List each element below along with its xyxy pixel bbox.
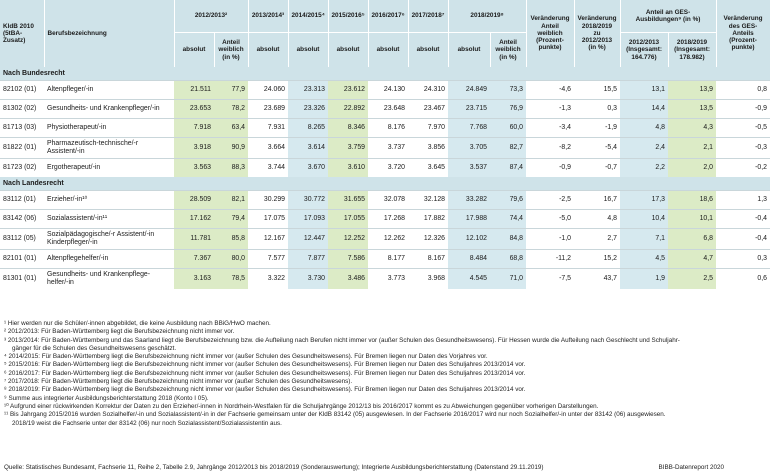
- footnotes: [4, 320, 726, 428]
- value-cell: -0,3: [716, 138, 770, 159]
- value-cell: 1,9: [620, 269, 668, 290]
- value-cell: 8.484: [448, 250, 490, 269]
- value-cell: -0,9: [716, 100, 770, 119]
- value-cell: 17.055: [328, 210, 368, 229]
- value-cell: 4,3: [668, 119, 716, 138]
- value-cell: 0,8: [716, 81, 770, 100]
- year-header: 2013/2014³: [248, 0, 288, 33]
- value-cell: 2,2: [620, 159, 668, 178]
- occupation-name: Erzieher/-in¹⁰: [44, 191, 174, 210]
- kldb-code: 81723 (02): [0, 159, 44, 178]
- section-title: Nach Bundesrecht: [0, 67, 770, 81]
- footnote: ³ 2013/2014: Für Baden-Württemberg und das Saarland liegt die Berufsbezeichnung bzw. die Aufteilung nach Berufen nicht immer vor (außer Schulen des Gesundheitswesens). Für Hessen wurde die Aufteilung nach Geschlecht und Schuljahr-: [4, 336, 680, 344]
- value-cell: 33.282: [448, 191, 490, 210]
- kldb-header: KldB 2010 (5tBA-Zusatz): [0, 0, 44, 67]
- occupation-name: Altenpflegehelfer/-in: [44, 250, 174, 269]
- table-row: [0, 229, 770, 250]
- table-body: [0, 67, 770, 289]
- value-cell: 24.849: [448, 81, 490, 100]
- value-cell: -0,4: [716, 210, 770, 229]
- value-cell: 32.128: [408, 191, 448, 210]
- value-cell: 10,1: [668, 210, 716, 229]
- value-cell: 12.102: [448, 229, 490, 250]
- value-cell: 10,4: [620, 210, 668, 229]
- value-cell: 3.670: [288, 159, 328, 178]
- value-cell: 0,3: [574, 100, 620, 119]
- absolut-header: absolut: [448, 33, 490, 68]
- table-row: [0, 119, 770, 138]
- value-cell: 12.326: [408, 229, 448, 250]
- value-cell: 3.610: [328, 159, 368, 178]
- occupation-name: Gesundheits- und Krankenpfleger/-in: [44, 100, 174, 119]
- value-cell: -4,6: [526, 81, 574, 100]
- value-cell: 2,1: [668, 138, 716, 159]
- absolut-header: absolut: [248, 33, 288, 68]
- value-cell: 3.744: [248, 159, 288, 178]
- value-cell: 3.737: [368, 138, 408, 159]
- kldb-code: 83112 (05): [0, 229, 44, 250]
- value-cell: -0,5: [716, 119, 770, 138]
- table-row: [0, 81, 770, 100]
- value-cell: 7.586: [328, 250, 368, 269]
- beruf-header: Berufsbezeichnung: [44, 0, 174, 67]
- value-cell: -3,4: [526, 119, 574, 138]
- value-cell: 3.968: [408, 269, 448, 290]
- value-cell: 60,0: [490, 119, 526, 138]
- value-cell: 1,3: [716, 191, 770, 210]
- value-cell: 3.163: [174, 269, 214, 290]
- value-cell: -2,5: [526, 191, 574, 210]
- value-cell: 17.162: [174, 210, 214, 229]
- ges-change-header: Veränderung des GES-Anteils (Prozent-punkte): [716, 0, 770, 67]
- value-cell: 3.486: [328, 269, 368, 290]
- value-cell: 21.511: [174, 81, 214, 100]
- footnote: ⁵ 2015/2016: Für Baden-Württemberg liegt die Berufsbezeichnung nicht immer vor (außer Schulen des Gesundheitswesens). Für Bremen liegen nur Daten des Schuljahres 2013/2014 vor.: [4, 361, 526, 369]
- value-cell: 7.367: [174, 250, 214, 269]
- table-row: [0, 269, 770, 290]
- value-cell: 14,4: [620, 100, 668, 119]
- value-cell: 23.653: [174, 100, 214, 119]
- footnote: ⁴ 2014/2015: Für Baden-Württemberg liegt die Berufsbezeichnung nicht immer vor (außer Schulen des Gesundheitswesens). Für Bremen liegen nur Daten des Vorjahres vor.: [4, 353, 488, 361]
- ges-1819-header: 2018/2019 (Insgesamt: 178.982): [668, 33, 716, 68]
- absolut-header: absolut: [328, 33, 368, 68]
- value-cell: 30.299: [248, 191, 288, 210]
- value-cell: 23.612: [328, 81, 368, 100]
- value-cell: 30.772: [288, 191, 328, 210]
- value-cell: 17,3: [620, 191, 668, 210]
- ges-1213-header: 2012/2013 (Insgesamt: 164.776): [620, 33, 668, 68]
- value-cell: 8.265: [288, 119, 328, 138]
- anteil-weiblich-header: Anteil weiblich (in %): [214, 33, 248, 68]
- kldb-code: 83112 (01): [0, 191, 44, 210]
- value-cell: 3.563: [174, 159, 214, 178]
- value-cell: 4,7: [668, 250, 716, 269]
- value-cell: 15,5: [574, 81, 620, 100]
- value-cell: 23.689: [248, 100, 288, 119]
- value-cell: 17.268: [368, 210, 408, 229]
- occupation-name: Gesundheits- und Krankenpflege-helfer/-in: [44, 269, 174, 290]
- value-cell: -5,0: [526, 210, 574, 229]
- value-cell: 32.078: [368, 191, 408, 210]
- year-header: 2016/2017⁶: [368, 0, 408, 33]
- table-row: [0, 210, 770, 229]
- value-cell: -7,5: [526, 269, 574, 290]
- value-cell: 4.545: [448, 269, 490, 290]
- value-cell: 8.346: [328, 119, 368, 138]
- occupation-name: Ergotherapeut/-in: [44, 159, 174, 178]
- value-cell: -1,9: [574, 119, 620, 138]
- absolut-header: absolut: [368, 33, 408, 68]
- value-cell: 76,9: [490, 100, 526, 119]
- footnote: ⁷ 2017/2018: Für Baden-Württemberg liegt die Berufsbezeichnung nicht immer vor (außer Schulen des Gesundheitswesens).: [4, 378, 353, 386]
- value-cell: 4,5: [620, 250, 668, 269]
- kldb-code: 81713 (03): [0, 119, 44, 138]
- occupation-name: Sozialassistent/-in¹¹: [44, 210, 174, 229]
- value-cell: 7.931: [248, 119, 288, 138]
- value-cell: 71,0: [490, 269, 526, 290]
- value-cell: 87,4: [490, 159, 526, 178]
- kldb-code: 81302 (02): [0, 100, 44, 119]
- value-cell: 7,1: [620, 229, 668, 250]
- value-cell: 79,6: [490, 191, 526, 210]
- occupation-name: Altenpfleger/-in: [44, 81, 174, 100]
- value-cell: -0,2: [716, 159, 770, 178]
- value-cell: -8,2: [526, 138, 574, 159]
- value-cell: 7.577: [248, 250, 288, 269]
- value-cell: 2,5: [668, 269, 716, 290]
- value-cell: 82,7: [490, 138, 526, 159]
- source-note: Quelle: Statistisches Bundesamt, Fachserie 11, Reihe 2, Tabelle 2.9, Jahrgänge 2012/2013 bis 2018/2019 (Sonderauswertung); Integrierte Ausbildungsberichterstattung (Datenstand 29.11.2019): [4, 464, 544, 471]
- value-cell: 74,4: [490, 210, 526, 229]
- year-header: 2015/2016⁵: [328, 0, 368, 33]
- value-cell: 2,4: [620, 138, 668, 159]
- occupation-name: Physiotherapeut/-in: [44, 119, 174, 138]
- value-cell: 12.167: [248, 229, 288, 250]
- value-cell: 13,9: [668, 81, 716, 100]
- footnote: ¹ Hier werden nur die Schüler/-innen abgebildet, die keine Ausbildung nach BBiG/HwO machen.: [4, 320, 271, 327]
- value-cell: 3.645: [408, 159, 448, 178]
- absolut-header: absolut: [408, 33, 448, 68]
- value-cell: 79,4: [214, 210, 248, 229]
- value-cell: 3.537: [448, 159, 490, 178]
- value-cell: 7.970: [408, 119, 448, 138]
- value-cell: 24.130: [368, 81, 408, 100]
- occupation-name: Pharmazeutisch-technische/-r Assistent/-in: [44, 138, 174, 159]
- value-cell: 4,8: [574, 210, 620, 229]
- ges-share-header: Anteil an GES-Ausbildungen⁹ (in %): [620, 0, 716, 33]
- kldb-code: 83142 (06): [0, 210, 44, 229]
- value-cell: -0,9: [526, 159, 574, 178]
- value-cell: 3.705: [448, 138, 490, 159]
- value-cell: 13,5: [668, 100, 716, 119]
- footnote: gänger für die Schulen des Gesundheitswesens geschätzt.: [12, 344, 177, 352]
- value-cell: -5,4: [574, 138, 620, 159]
- value-cell: 15,2: [574, 250, 620, 269]
- value-cell: 73,3: [490, 81, 526, 100]
- absolut-header: absolut: [174, 33, 214, 68]
- kldb-code: 81301 (01): [0, 269, 44, 290]
- value-cell: 3.773: [368, 269, 408, 290]
- value-cell: 17.093: [288, 210, 328, 229]
- value-cell: 8.167: [408, 250, 448, 269]
- value-cell: 2,7: [574, 229, 620, 250]
- year-header: 2018/2019⁸: [448, 0, 526, 33]
- value-cell: 17.882: [408, 210, 448, 229]
- section-title: Nach Landesrecht: [0, 177, 770, 191]
- value-cell: 68,8: [490, 250, 526, 269]
- value-cell: 24.310: [408, 81, 448, 100]
- footnote: ⁹ Summe aus integrierter Ausbildungsberichterstattung 2018 (Konto I 05).: [4, 394, 209, 402]
- value-cell: 3.730: [288, 269, 328, 290]
- table-row: [0, 138, 770, 159]
- section-header: [0, 67, 770, 81]
- value-cell: 3.664: [248, 138, 288, 159]
- footnote: ¹⁰ Aufgrund einer rückwirkenden Korrektur der Daten zu den Erzieher/-innen in Nordrhein-Westfalen für die Schuljahrgänge 2012/13 bis 2016/2017 kommt es zu Abweichungen gegenüber vorherigen Darstellungen.: [4, 402, 599, 410]
- value-cell: 3.614: [288, 138, 328, 159]
- value-cell: 43,7: [574, 269, 620, 290]
- value-cell: 85,8: [214, 229, 248, 250]
- absolut-header: absolut: [288, 33, 328, 68]
- year-header: 2017/2018⁷: [408, 0, 448, 33]
- footnote: ⁸ 2018/2019: Für Baden-Württemberg liegt die Berufsbezeichnung nicht immer vor (außer Schulen des Gesundheitswesens). Für Bremen liegen nur Daten des Schuljahres 2013/2014 vor.: [4, 386, 526, 394]
- value-cell: 7.877: [288, 250, 328, 269]
- year-header: 2014/2015⁴: [288, 0, 328, 33]
- value-cell: 78,5: [214, 269, 248, 290]
- value-cell: 3.759: [328, 138, 368, 159]
- value-cell: 90,9: [214, 138, 248, 159]
- value-cell: 80,0: [214, 250, 248, 269]
- table-row: [0, 100, 770, 119]
- value-cell: 84,8: [490, 229, 526, 250]
- value-cell: 3.720: [368, 159, 408, 178]
- year-header: 2012/2013²: [174, 0, 248, 33]
- value-cell: 17.075: [248, 210, 288, 229]
- table-row: [0, 159, 770, 178]
- value-cell: 8.176: [368, 119, 408, 138]
- value-cell: 7.918: [174, 119, 214, 138]
- value-cell: 28.509: [174, 191, 214, 210]
- value-cell: 4,8: [620, 119, 668, 138]
- value-cell: 13,1: [620, 81, 668, 100]
- footnote: ² 2012/2013: Für Baden-Württemberg liegt die Berufsbezeichnung nicht immer vor.: [4, 328, 235, 336]
- kldb-code: 81822 (01): [0, 138, 44, 159]
- value-cell: 23.467: [408, 100, 448, 119]
- value-cell: 82,1: [214, 191, 248, 210]
- kldb-code: 82101 (01): [0, 250, 44, 269]
- value-cell: 22.892: [328, 100, 368, 119]
- value-cell: 16,7: [574, 191, 620, 210]
- value-cell: 31.655: [328, 191, 368, 210]
- report-credit: BIBB-Datenreport 2020: [658, 464, 724, 471]
- value-cell: 3.322: [248, 269, 288, 290]
- value-cell: 63,4: [214, 119, 248, 138]
- value-cell: 12.262: [368, 229, 408, 250]
- footnote: ¹¹ Bis Jahrgang 2015/2016 wurden Sozialhelfer/-in und Sozialassistent/-in in der Fachserie gemeinsam unter der KldB 83142 (05) ausgewiesen. In der Fachserie 2016/2017 wird nur noch Sozialhelfer/-in unter der 83142 (06) ausgewiesen.: [4, 411, 666, 419]
- value-cell: 12.447: [288, 229, 328, 250]
- value-cell: -0,7: [574, 159, 620, 178]
- value-cell: 7.768: [448, 119, 490, 138]
- value-cell: -1,3: [526, 100, 574, 119]
- value-cell: 78,2: [214, 100, 248, 119]
- value-cell: 8.177: [368, 250, 408, 269]
- footnote: ⁶ 2016/2017: Für Baden-Württemberg liegt die Berufsbezeichnung nicht immer vor (außer Schulen des Gesundheitswesens). Für Bremen liegen nur Daten des Schuljahres 2013/2014 vor.: [4, 369, 526, 377]
- occupation-name: Sozialpädagogische/-r Assistent/-in Kinderpfleger/-in: [44, 229, 174, 250]
- table-row: [0, 191, 770, 210]
- value-cell: -0,4: [716, 229, 770, 250]
- kldb-code: 82102 (01): [0, 81, 44, 100]
- value-cell: 23.715: [448, 100, 490, 119]
- value-cell: 12.252: [328, 229, 368, 250]
- table-row: [0, 250, 770, 269]
- value-cell: 18,6: [668, 191, 716, 210]
- value-cell: 11.781: [174, 229, 214, 250]
- value-cell: 23.326: [288, 100, 328, 119]
- value-cell: 77,9: [214, 81, 248, 100]
- value-cell: 6,8: [668, 229, 716, 250]
- value-cell: 23.313: [288, 81, 328, 100]
- value-cell: 3.918: [174, 138, 214, 159]
- value-cell: 23.648: [368, 100, 408, 119]
- value-cell: 24.060: [248, 81, 288, 100]
- value-cell: 0,3: [716, 250, 770, 269]
- table-header: [0, 0, 770, 67]
- section-header: [0, 177, 770, 191]
- value-cell: -11,2: [526, 250, 574, 269]
- value-cell: 88,3: [214, 159, 248, 178]
- change-1819-header: Veränderung 2018/2019 zu 2012/2013 (in %): [574, 0, 620, 67]
- footnote: 2018/19 weist die Fachserie unter der 83142 (06) nur noch Sozialassistent/Sozialassistentin aus.: [12, 419, 282, 427]
- value-cell: 2,0: [668, 159, 716, 178]
- value-cell: 0,6: [716, 269, 770, 290]
- anteil-weiblich-header: Anteil weiblich (in %): [490, 33, 526, 68]
- value-cell: -1,0: [526, 229, 574, 250]
- value-cell: 17.988: [448, 210, 490, 229]
- value-cell: 3.856: [408, 138, 448, 159]
- change-share-header: Veränderung Anteil weiblich (Prozent-punkte): [526, 0, 574, 67]
